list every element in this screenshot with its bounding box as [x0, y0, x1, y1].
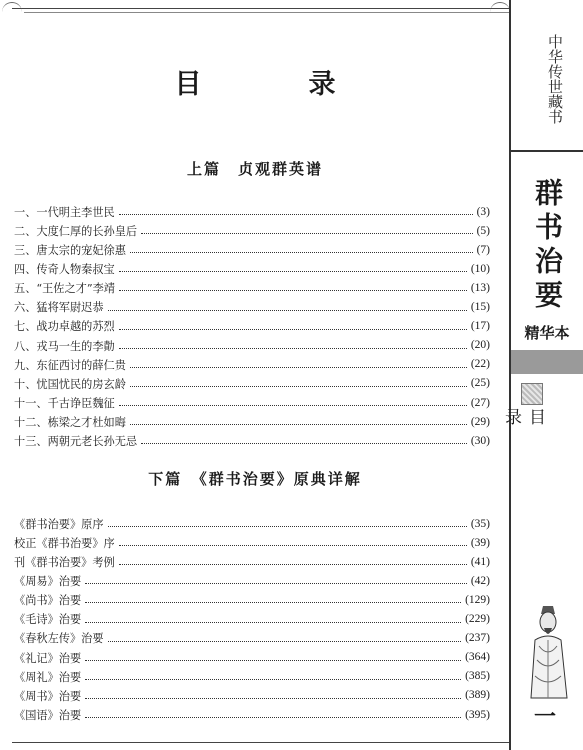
toc-dot-leader [119, 290, 467, 291]
toc-entry-page: (13) [470, 281, 490, 294]
toc-entry[interactable] [14, 568, 490, 587]
toc-dot-leader [119, 545, 467, 546]
toc-entry-title: 《毛诗》治要 [14, 613, 82, 627]
toc-dot-leader [85, 622, 461, 623]
toc-entry-page: (389) [465, 689, 490, 702]
toc-entry-title: 九、东征西讨的薛仁贵 [14, 358, 126, 372]
toc-entry[interactable] [14, 664, 490, 683]
toc-entry-page: (29) [470, 415, 490, 428]
toc-dot-leader [141, 233, 473, 234]
toc-entry-page: (385) [465, 670, 490, 683]
toc-entry[interactable] [14, 409, 490, 428]
part1-heading: 上篇 贞观群英谱 [186, 160, 323, 178]
toc-entry-page: (3) [476, 205, 490, 218]
toc-entry-page: (129) [465, 593, 490, 606]
toc-entry[interactable] [14, 626, 490, 645]
book-title: 群书治要 [531, 178, 564, 314]
toc-dot-leader [130, 367, 467, 368]
toc-dot-leader [119, 405, 467, 406]
toc-entry[interactable] [14, 511, 490, 530]
series-title: 中华传世藏书 [546, 34, 564, 124]
part1-toc-list [14, 199, 490, 447]
toc-dot-leader [85, 717, 461, 718]
toc-entry-title: 《群书治要》原序 [14, 517, 104, 531]
toc-entry[interactable] [14, 587, 490, 606]
side-banner [501, 0, 583, 750]
toc-dot-leader [108, 310, 467, 311]
toc-entry[interactable] [14, 606, 490, 625]
toc-dot-leader [119, 329, 467, 330]
side-top-rule [511, 150, 583, 152]
toc-entry-page: (5) [476, 224, 490, 237]
toc-entry-page: (20) [470, 339, 490, 352]
toc-entry[interactable] [14, 275, 490, 294]
toc-entry-title: 《国语》治要 [14, 708, 82, 722]
toc-entry-page: (7) [476, 243, 490, 256]
toc-entry-page: (395) [465, 708, 490, 721]
toc-entry[interactable] [14, 371, 490, 390]
toc-entry-title: 《周书》治要 [14, 689, 82, 703]
toc-entry-page: (39) [470, 536, 490, 549]
toc-entry-title: 一、一代明主李世民 [14, 205, 115, 219]
toc-dot-leader [85, 583, 467, 584]
toc-entry-title: 《春秋左传》治要 [14, 632, 104, 646]
toc-entry-title: 《尚书》治要 [14, 594, 82, 608]
toc-entry-title: 五、“王佐之才”李靖 [14, 282, 115, 296]
toc-entry-title: 七、战功卓越的苏烈 [14, 320, 115, 334]
toc-dot-leader [85, 679, 461, 680]
toc-entry-title: 刊《群书治要》考例 [14, 556, 115, 570]
toc-entry[interactable] [14, 428, 490, 447]
toc-dot-leader [119, 348, 467, 349]
toc-entry-title: 《周易》治要 [14, 575, 82, 589]
toc-entry-page: (22) [470, 358, 490, 371]
toc-entry[interactable] [14, 256, 490, 275]
toc-entry-page: (17) [470, 320, 490, 333]
page-title: 目 录 [174, 69, 376, 100]
toc-entry[interactable] [14, 645, 490, 664]
toc-entry-title: 校正《群书治要》序 [14, 536, 115, 550]
toc-entry[interactable] [14, 702, 490, 721]
toc-entry[interactable] [14, 390, 490, 409]
toc-entry-title: 三、唐太宗的宠妃徐惠 [14, 244, 126, 258]
toc-entry-title: 十、忧国忧民的房玄龄 [14, 377, 126, 391]
toc-entry-title: 四、传奇人物秦叔宝 [14, 263, 115, 277]
toc-entry-title: 《周礼》治要 [14, 670, 82, 684]
toc-entry-page: (25) [470, 377, 490, 390]
toc-entry[interactable] [14, 237, 490, 256]
toc-entry-title: 十三、两朝元老长孙无忌 [14, 435, 138, 449]
part2-toc-list [14, 511, 490, 721]
toc-entry-page: (27) [470, 396, 490, 409]
toc-dot-leader [130, 386, 467, 387]
toc-dot-leader [130, 424, 467, 425]
toc-entry-title: 十一、千古诤臣魏征 [14, 396, 115, 410]
toc-dot-leader [119, 214, 473, 215]
side-section-label: 目 录 [501, 408, 545, 470]
toc-dot-leader [85, 602, 461, 603]
toc-dot-leader [130, 252, 473, 253]
toc-entry-title: 十二、栋梁之才杜如晦 [14, 415, 126, 429]
toc-dot-leader [85, 660, 461, 661]
page-number: 一 [533, 704, 556, 730]
toc-entry-page: (364) [465, 651, 490, 664]
toc-entry-page: (35) [470, 517, 490, 530]
toc-entry-page: (42) [470, 574, 490, 587]
toc-entry[interactable] [14, 199, 490, 218]
toc-entry[interactable] [14, 294, 490, 313]
toc-entry[interactable] [14, 333, 490, 352]
toc-entry-title: 八、戎马一生的李勣 [14, 339, 115, 353]
emperor-portrait-image [517, 600, 579, 700]
toc-dot-leader [108, 526, 467, 527]
edition-label: 精华本 [524, 324, 570, 342]
side-grey-bar [511, 350, 583, 374]
toc-entry[interactable] [14, 218, 490, 237]
toc-entry-title: 六、猛将军尉迟恭 [14, 301, 104, 315]
toc-entry[interactable] [14, 352, 490, 371]
toc-dot-leader [119, 271, 467, 272]
part2-heading: 下篇 《群书治要》原典详解 [148, 470, 362, 488]
toc-entry-title: 二、大度仁厚的长孙皇后 [14, 224, 138, 238]
toc-dot-leader [119, 564, 467, 565]
toc-dot-leader [141, 443, 467, 444]
toc-entry[interactable] [14, 683, 490, 702]
toc-dot-leader [85, 698, 461, 699]
toc-entry[interactable] [14, 314, 490, 333]
toc-entry-page: (30) [470, 434, 490, 447]
toc-entry-title: 《礼记》治要 [14, 651, 82, 665]
toc-entry[interactable] [14, 530, 490, 549]
toc-dot-leader [108, 641, 462, 642]
toc-entry-page: (41) [470, 555, 490, 568]
toc-entry[interactable] [14, 549, 490, 568]
toc-entry-page: (237) [465, 632, 490, 645]
toc-entry-page: (229) [465, 613, 490, 626]
seal-icon [521, 383, 543, 405]
toc-entry-page: (10) [470, 262, 490, 275]
toc-entry-page: (15) [470, 301, 490, 314]
